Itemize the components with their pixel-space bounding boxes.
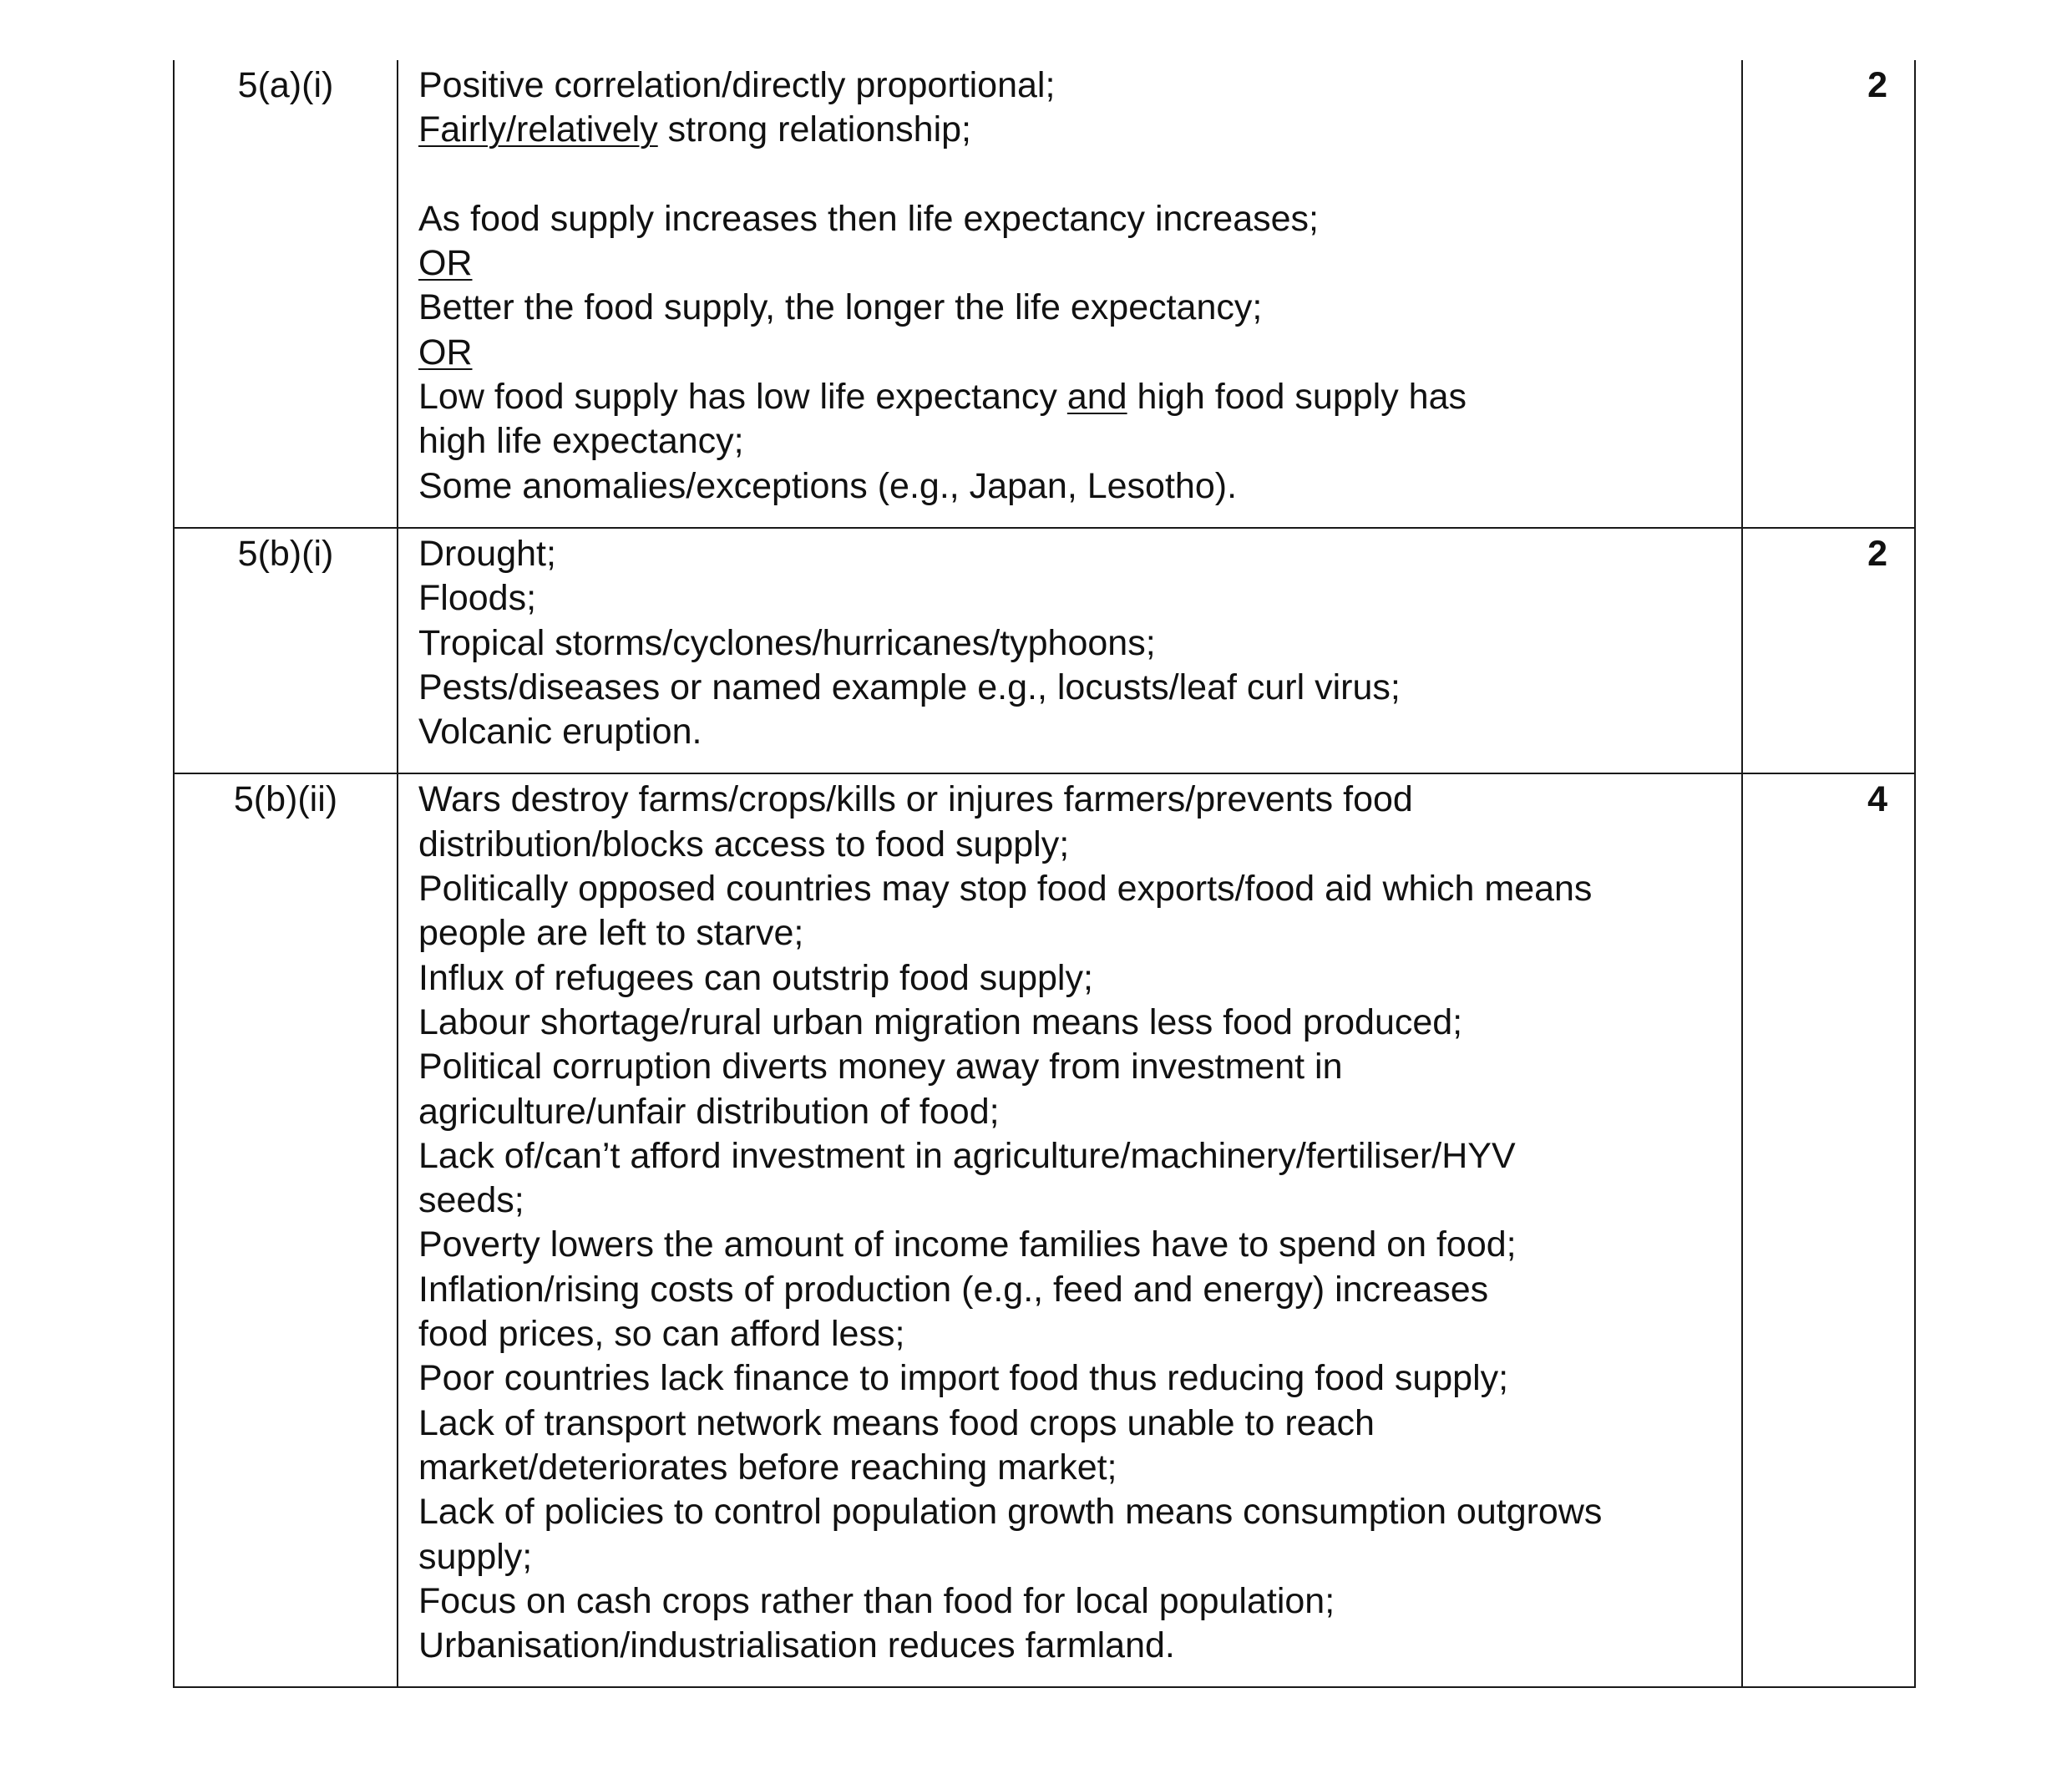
answer-text: high food supply has bbox=[1127, 377, 1467, 418]
answer-line: As food supply increases then life expectancy increases; bbox=[418, 198, 1319, 239]
answer-line: high life expectancy; bbox=[418, 421, 744, 462]
answer-line: Drought; bbox=[418, 533, 556, 574]
answer-line: Labour shortage/rural urban migration means less food produced; bbox=[418, 1001, 1463, 1042]
answer-line: Lack of/can’t afford investment in agriculture/machinery/fertiliser/HYV bbox=[418, 1135, 1516, 1176]
answer-line: food prices, so can afford less; bbox=[418, 1314, 905, 1355]
marks-value: 2 bbox=[1742, 60, 1915, 528]
answer-line: Lack of policies to control population growth means consumption outgrows bbox=[418, 1492, 1603, 1533]
or-separator: OR bbox=[418, 243, 473, 284]
underlined-text: Fairly/relatively bbox=[418, 109, 658, 150]
answer-line: Volcanic eruption. bbox=[418, 712, 702, 753]
answer-line: Lack of transport network means food crops unable to reach bbox=[418, 1402, 1375, 1443]
answer-line: Urbanisation/industrialisation reduces farmland. bbox=[418, 1625, 1175, 1666]
question-number: 5(b)(ii) bbox=[174, 773, 398, 1687]
answer-line bbox=[418, 108, 1721, 152]
answer-line: Politically opposed countries may stop food exports/food aid which means bbox=[418, 869, 1593, 910]
underlined-text: and bbox=[1066, 377, 1127, 418]
answer-text: Low food supply has low life expectancy bbox=[418, 377, 1067, 418]
answer-line: agriculture/unfair distribution of food; bbox=[418, 1091, 1000, 1132]
blank-line bbox=[418, 153, 1721, 197]
answer-cell bbox=[398, 773, 1742, 1687]
answer-line: people are left to starve; bbox=[418, 913, 804, 954]
answer-text: strong relationship; bbox=[657, 109, 971, 150]
answer-line: Positive correlation/directly proportional; bbox=[418, 65, 1056, 105]
answer-line: distribution/blocks access to food supply; bbox=[418, 824, 1070, 864]
marks-value: 4 bbox=[1742, 773, 1915, 1687]
answer-line: Political corruption diverts money away from investment in bbox=[418, 1047, 1343, 1087]
answer-line: market/deteriorates before reaching market; bbox=[418, 1447, 1117, 1488]
table-row bbox=[174, 773, 1915, 1687]
answer-line: Influx of refugees can outstrip food supply; bbox=[418, 957, 1093, 998]
answer-line: Poor countries lack finance to import food thus reducing food supply; bbox=[418, 1358, 1509, 1399]
answer-line bbox=[418, 375, 1721, 419]
question-number: 5(a)(i) bbox=[174, 60, 398, 528]
answer-line bbox=[418, 241, 1721, 286]
answer-line: Poverty lowers the amount of income families have to spend on food; bbox=[418, 1224, 1517, 1265]
mark-scheme-table bbox=[173, 60, 1916, 1688]
answer-line: Wars destroy farms/crops/kills or injures farmers/prevents food bbox=[418, 779, 1413, 820]
or-separator: OR bbox=[418, 332, 473, 373]
answer-line: Tropical storms/cyclones/hurricanes/typhoons; bbox=[418, 622, 1156, 663]
answer-line: supply; bbox=[418, 1536, 533, 1577]
answer-line: Pests/diseases or named example e.g., locusts/leaf curl virus; bbox=[418, 667, 1401, 707]
answer-line: Floods; bbox=[418, 578, 537, 619]
marks-value: 2 bbox=[1742, 528, 1915, 773]
question-number: 5(b)(i) bbox=[174, 528, 398, 773]
answer-line: Some anomalies/exceptions (e.g., Japan, Lesotho). bbox=[418, 465, 1238, 506]
answer-line: Focus on cash crops rather than food for local population; bbox=[418, 1580, 1335, 1621]
answer-line: Inflation/rising costs of production (e.g., feed and energy) increases bbox=[418, 1269, 1489, 1310]
answer-line: Better the food supply, the longer the life expectancy; bbox=[418, 287, 1263, 328]
table-row bbox=[174, 528, 1915, 773]
answer-line: seeds; bbox=[418, 1180, 524, 1221]
answer-cell bbox=[398, 60, 1742, 528]
answer-line bbox=[418, 331, 1721, 375]
answer-cell bbox=[398, 528, 1742, 773]
table-row bbox=[174, 60, 1915, 528]
